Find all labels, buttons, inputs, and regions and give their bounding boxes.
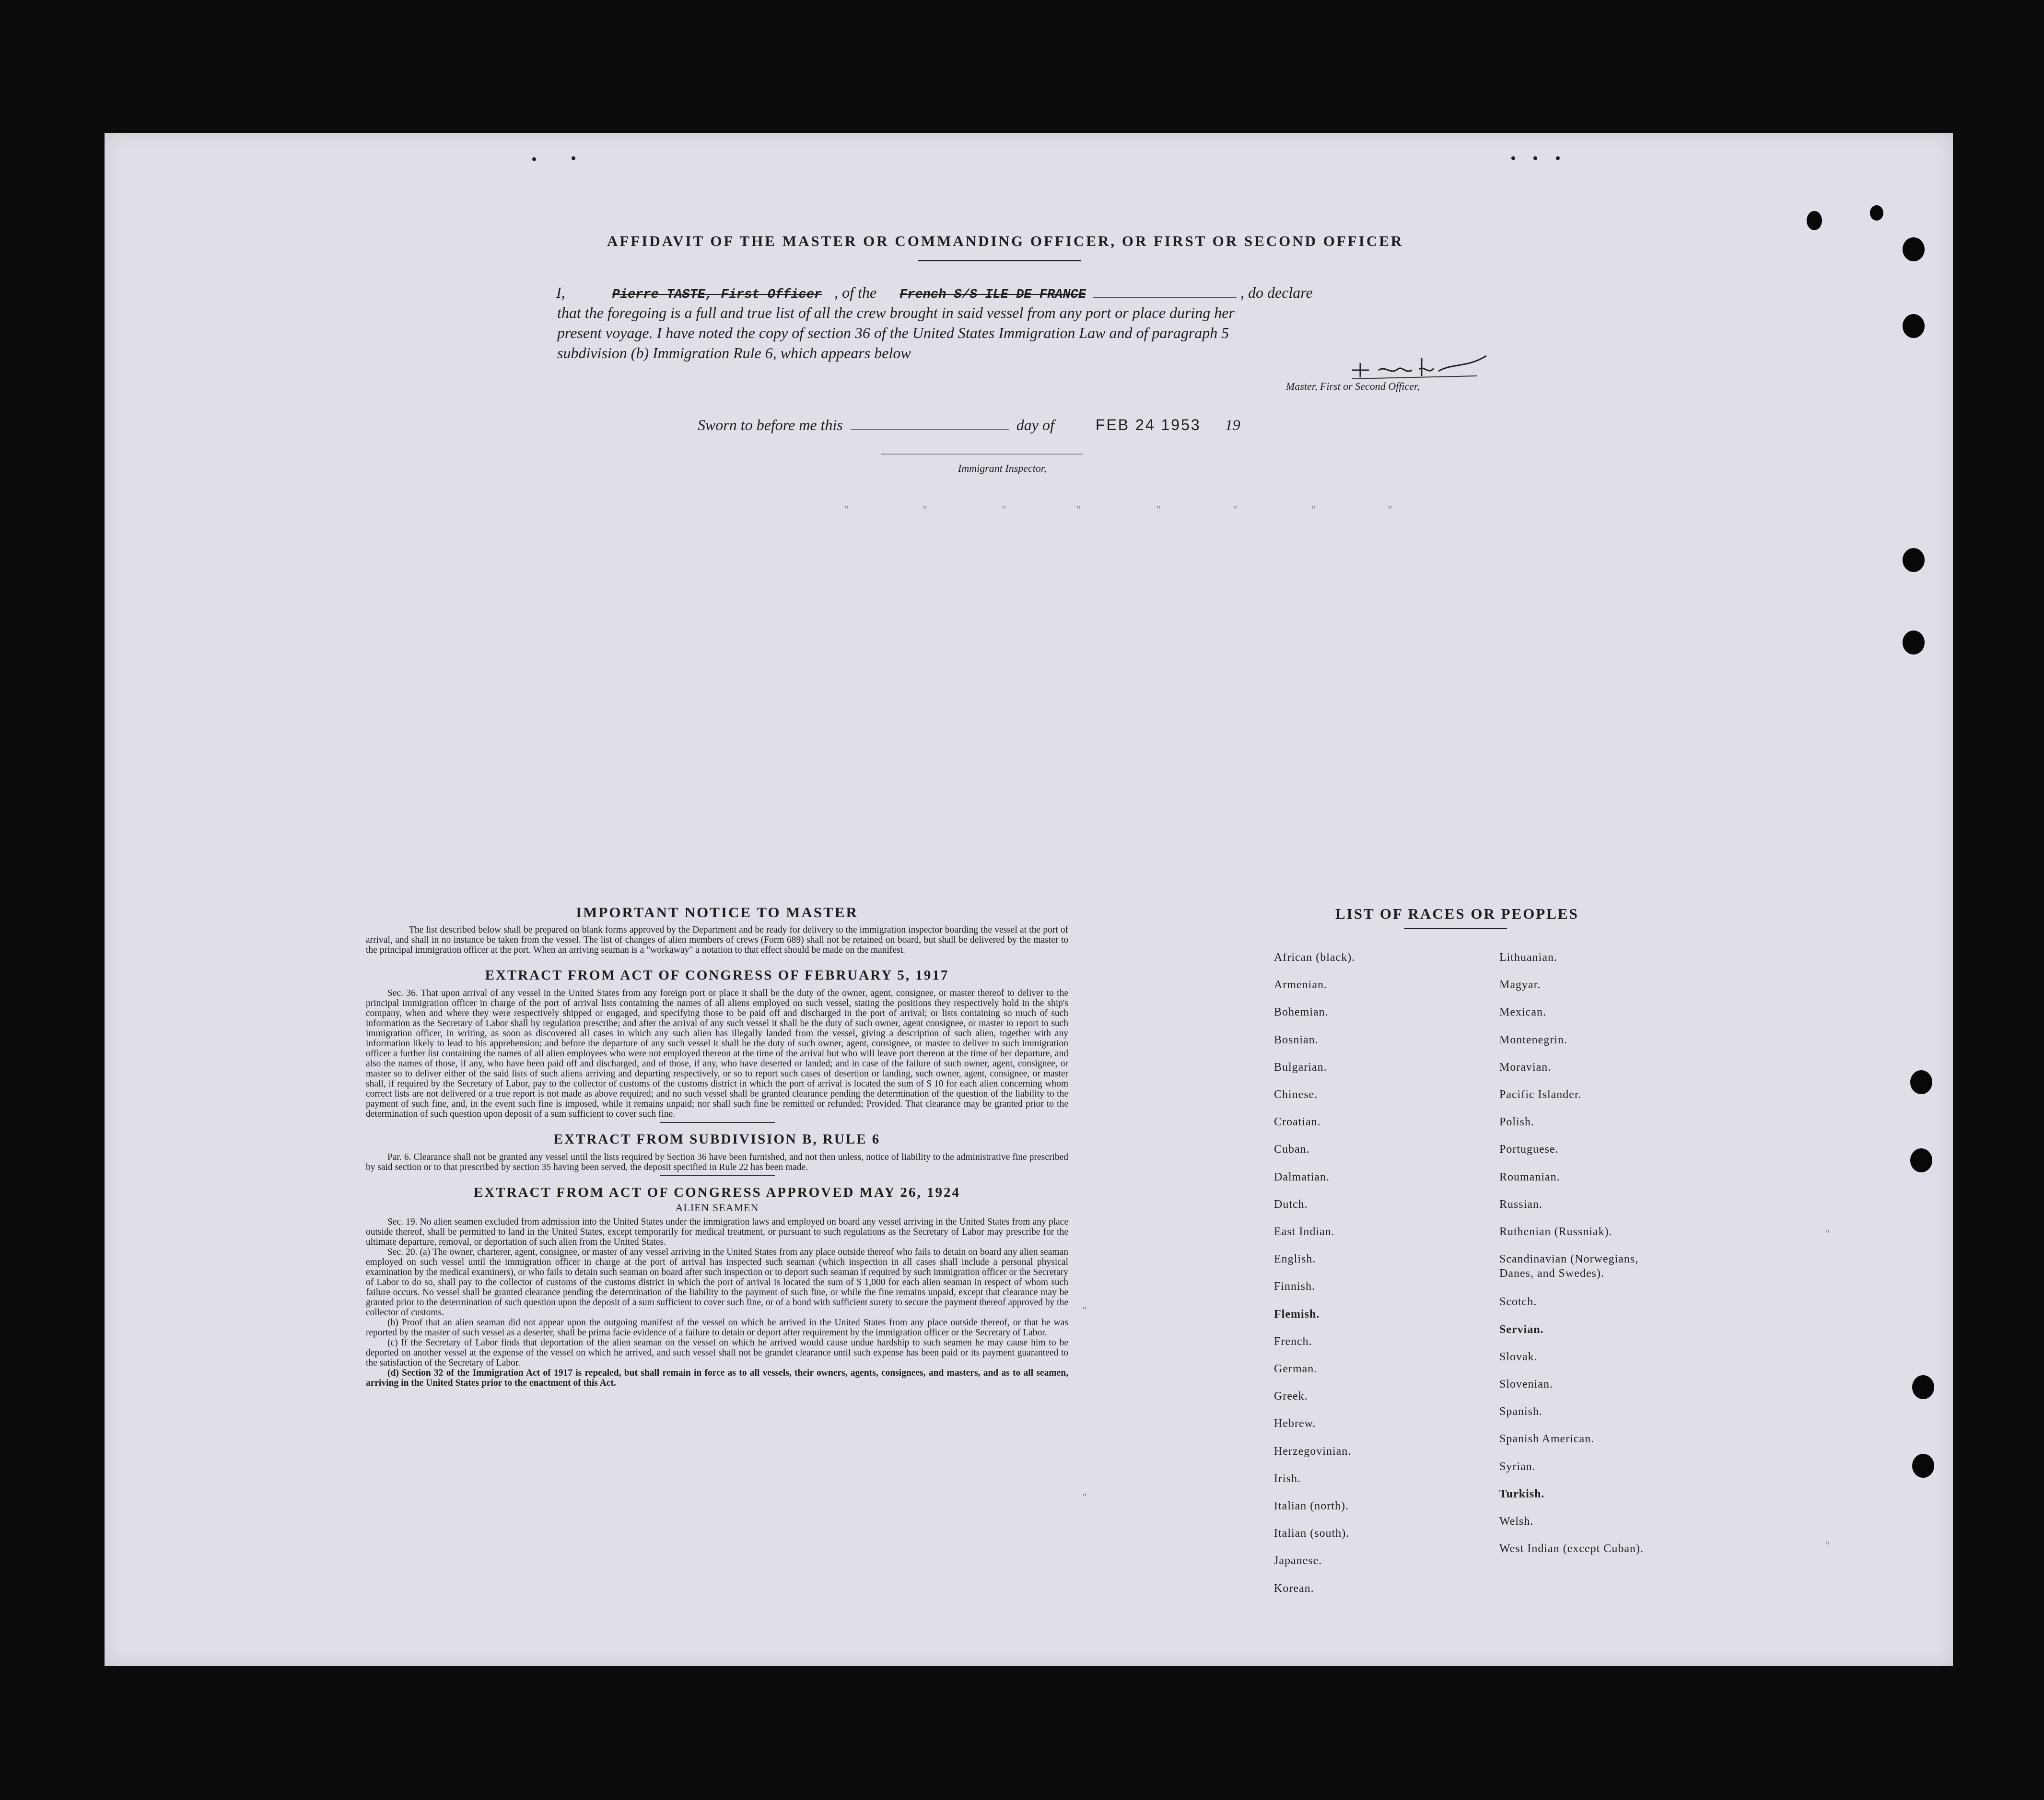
year-prefix: 19 [1225,416,1240,433]
sworn-day-blank [851,429,1009,430]
extract-1924-paragraph: (b) Proof that an alien seaman did not appear upon the outgoing manifest of the vessel on which he arrived in the United States from any place outside thereof, or that he was reported by the master of such vessel as a deserter, shall be prima facie evidence of a failure to detain or deport after requirement by the immigration officer or the Secretary of Labor. [366,1318,1068,1338]
ditto-mark: '' [1156,503,1160,515]
race-item: Pacific Islander. [1499,1088,1582,1101]
punch-hole-partial [1870,205,1883,221]
section-divider [660,1175,775,1176]
race-item: Roumanian. [1499,1171,1560,1183]
vessel-name: French S/S ILE DE FRANCE [899,288,1086,302]
race-item: East Indian. [1274,1226,1335,1238]
affidavit-line-1 [556,284,1453,302]
extract-rule6-title: EXTRACT FROM SUBDIVISION B, RULE 6 [553,1132,881,1147]
race-item: Dalmatian. [1274,1171,1330,1183]
race-item: Spanish American. [1499,1433,1595,1445]
left-column [366,904,1068,1388]
race-item: German. [1274,1363,1318,1375]
extract-1924-subtitle: ALIEN SEAMEN [675,1202,759,1214]
extract-1924-title: EXTRACT FROM ACT OF CONGRESS APPROVED MAY 26, 1924 [474,1185,960,1200]
race-item: Lithuanian. [1499,951,1557,964]
race-item: Syrian. [1499,1461,1536,1473]
ditto-mark: '' [923,503,927,515]
notice-title: IMPORTANT NOTICE TO MASTER [576,904,858,921]
sworn-line [698,416,1240,434]
staple-mark [1556,156,1560,160]
race-item: Scandinavian (Norwegians, Danes, and Swedes). [1499,1253,1639,1280]
race-item: Bohemian. [1274,1006,1329,1018]
affidavit-line-4: subdivision (b) Immigration Rule 6, which appears below [557,344,911,362]
race-item: French. [1274,1335,1312,1348]
signer-caption: Master, First or Second Officer, [1286,380,1420,392]
race-item: Mexican. [1499,1006,1546,1018]
ditto-mark: '' [1311,503,1315,515]
staple-mark [532,157,536,161]
race-item: Cuban. [1274,1143,1310,1156]
race-item: Japanese. [1274,1555,1322,1567]
affidavit-blank [1093,297,1237,298]
punch-hole [1910,1148,1932,1172]
ditto-mark: '' [1233,503,1237,515]
ditto-mark: '' [1083,1304,1086,1316]
punch-hole [1903,631,1925,655]
race-item: Irish. [1274,1473,1301,1485]
race-item: Slovenian. [1499,1378,1553,1391]
race-item: Italian (north). [1274,1500,1349,1512]
punch-hole [1903,548,1925,572]
race-item: Moravian. [1499,1061,1552,1074]
race-item: West Indian (except Cuban). [1499,1543,1644,1555]
race-item: Scotch. [1499,1296,1537,1308]
title-underline [918,260,1081,261]
affidavit-declare: , do declare [1240,284,1313,301]
punch-hole [1903,237,1925,261]
inspector-signature-line [881,454,1083,455]
sworn-day-of: day of [1016,416,1054,433]
race-item: Finnish. [1274,1280,1316,1293]
extract-rule6-body: Par. 6. Clearance shall not be granted any vessel until the lists required by Section 36 have been furnished, and not then unless, notice of liability to the administrative fine prescribed by said section or to that prescribed by section 35 having been served, the deposit specified in Rule 22 has been made. [366,1152,1068,1172]
punch-hole [1903,314,1925,338]
race-item: Polish. [1499,1116,1535,1128]
staple-mark [1533,156,1537,160]
race-item: Portuguese. [1499,1143,1559,1156]
affidavit-of-the: , of the [834,284,877,301]
race-item: Croatian. [1274,1116,1321,1128]
affidavit-line-2: that the foregoing is a full and true list of all the crew brought in said vessel from any port or place during her [557,304,1235,321]
punch-hole [1912,1375,1934,1399]
race-item: Korean. [1274,1582,1314,1595]
staple-mark [572,156,575,160]
affidavit-title: AFFIDAVIT OF THE MASTER OR COMMANDING OFFICER, OR FIRST OR SECOND OFFICER [607,233,1404,249]
ditto-mark: '' [1826,1539,1830,1551]
race-item: Dutch. [1274,1198,1308,1211]
race-item: Bulgarian. [1274,1061,1327,1074]
extract-1924-paragraph: Sec. 20. (a) The owner, charterer, agent, consignee, or master of any vessel arriving in the United States from any place outside thereof who fails to detain on board any alien seaman employed on such vessel until the immigration officer in charge at the port of arrival has inspected such seaman (which inspection in all cases shall include a personal physical examination by the medical examiners), or who fails to detain such seaman on board after such inspection or to deport such seaman if required by such immigration officer or the Secretary of Labor to do so, shall pay to the collector of customs of the customs district in which the port of arrival is located the sum of $ 1,000 for each alien seaman in respect of whom such failure occurs. No vessel shall be granted clearance pending the determination of the liability to the payment of such fine, or while the fine remains unpaid, except that clearance may be granted prior to the determination of such question upon the deposit of a sum sufficient to cover such fine, or of a bond with sufficient surety to secure the payment thereof approved by the collector of customs. [366,1247,1068,1318]
punch-hole-partial [1807,211,1822,230]
race-item: Magyar. [1499,979,1541,991]
staple-mark [1511,156,1515,160]
affidavit-i: I, [556,284,565,301]
race-item: Montenegrin. [1499,1034,1567,1046]
ditto-mark: '' [845,503,849,515]
sworn-label: Sworn to before me this [698,416,843,433]
punch-hole [1912,1454,1934,1478]
race-item: Turkish. [1499,1488,1545,1500]
date-stamp: FEB 24 1953 [1095,416,1201,433]
ditto-mark: '' [1083,1491,1086,1503]
document-page [105,133,1953,1666]
ditto-mark: '' [1388,503,1392,515]
officer-signature [1333,341,1496,385]
extract-1924-paragraph: Sec. 19. No alien seamen excluded from admission into the United States under the immigration laws and employed on board any vessel arriving in the United States from any place outside thereof, shall be permitted to land in the United States, except temporarily for medical treatment, or pursuant to such regulations as the Secretary of Labor may prescribe for the ultimate departure, removal, or deportation of such alien from the United States. [366,1217,1068,1247]
inspector-caption: Immigrant Inspector, [958,462,1047,474]
affidavit-line-3: present voyage. I have noted the copy of section 36 of the United States Immigration Law and of paragraph 5 [557,324,1229,341]
race-item: Bosnian. [1274,1034,1319,1046]
extract-1917-body: Sec. 36. That upon arrival of any vessel in the United States from any foreign port or place it shall be the duty of the owner, agent, consignee, or master thereof to deliver to the principal immigration officer in charge of the port of arrival lists containing the names of all aliens employed on such vessel, stating the positions they respectively hold in the ship's company, when and where they were respectively shipped or engaged, and specifying those to be paid off and discharged in the port of arrival; or lists containing so much of such information as the Secretary of Labor shall by regulation prescribe; and after the arrival of any such vessel it shall be the duty of such owner, agent consignee, or master to report to such immigration officer, in writing, as soon as discovered all cases in which any such alien has illegally landed from the vessel, giving a description of such alien, together with any information likely to lead to his apprehension; and before the departure of any such vessel it shall be the duty of such owner, agent, consignee, or master to deliver to such immigration officer a further list containing the names of all alien employees who were not employed thereon at the time of the arrival but who will leave port thereon at the time of her departure, and also the names of those, if any, who have been paid off and discharged, and of those, if any, who have deserted or landed; and in case of the failure of such owner, agent, consignee, or master so to deliver either of the said lists of such aliens arriving and departing respectively, or so to report such cases of desertion or landing, such owner, agent, consignee, or master shall, if required by the Secretary of Labor, pay to the collector of customs of the customs district in which the port of arrival is located the sum of $ 10 for each alien concerning whom correct lists are not delivered or a true report is not made as above required; and no such vessel shall be granted clearance pending the determination of the question of the liability to the payment of such fine, and, in the event such fine is imposed, while it remains unpaid; nor shall such fine be remitted or refunded; Provided. That clearance may be granted prior to the determination of such question upon deposit of a sum sufficient to cover such fine. [366,988,1068,1119]
race-item: Welsh. [1499,1515,1534,1528]
race-item: Hebrew. [1274,1417,1316,1430]
race-item: Ruthenian (Russniak). [1499,1226,1612,1238]
race-item: Italian (south). [1274,1527,1350,1540]
race-item: Spanish. [1499,1405,1543,1418]
race-item: Slovak. [1499,1351,1538,1363]
race-item: Greek. [1274,1390,1308,1403]
ditto-mark: '' [1826,1227,1830,1239]
extract-1924-paragraph: (c) If the Secretary of Labor finds that deportation of the alien seaman on the vessel on which he arrived would cause undue hardship to such seamen he may cause him to be deported on another vessel at the expense of the vessel on which he arrived, and such vessel shall not be grandet clearance until such expense has been paid or its payment guaranteed to the satisfaction of the Secretary of Labor. [366,1338,1068,1368]
race-item: Flemish. [1274,1308,1320,1321]
race-item: Armenian. [1274,979,1327,991]
race-item: Herzegovinian. [1274,1445,1352,1458]
race-item: English. [1274,1253,1316,1265]
ditto-mark: '' [1002,503,1006,515]
extract-1917-title: EXTRACT FROM ACT OF CONGRESS OF FEBRUARY 5, 1917 [485,968,949,983]
ditto-mark: '' [1076,503,1080,515]
race-item: African (black). [1274,951,1355,964]
extract-1924-paragraph: (d) Section 32 of the Immigration Act of 1917 is repealed, but shall remain in force as to all vessels, their owners, agents, consignees, and masters, and as to all seamen, arriving in the United States prior to the enactment of this Act. [366,1368,1068,1388]
punch-hole [1910,1070,1932,1094]
races-title-underline [1404,928,1507,929]
race-item: Servian. [1499,1323,1544,1336]
race-item: Russian. [1499,1198,1543,1211]
section-divider [660,1122,775,1123]
races-title: LIST OF RACES OR PEOPLES [1335,905,1579,922]
race-item: Chinese. [1274,1088,1318,1101]
officer-name: Pierre TASTE, First Officer [612,288,822,302]
notice-body: The list described below shall be prepared on blank forms approved by the Department and be ready for delivery to the immigration inspector boarding the vessel at the port of arrival, and shall in no instance be taken from the vessel. The list of changes of alien members of crews (Form 689) shall not be retained on board, but shall be delivered by the master to the principal immigration officer at the port. When an arriving seaman is a "workaway" a notation to that effect should be made on the manifest. [366,925,1068,955]
